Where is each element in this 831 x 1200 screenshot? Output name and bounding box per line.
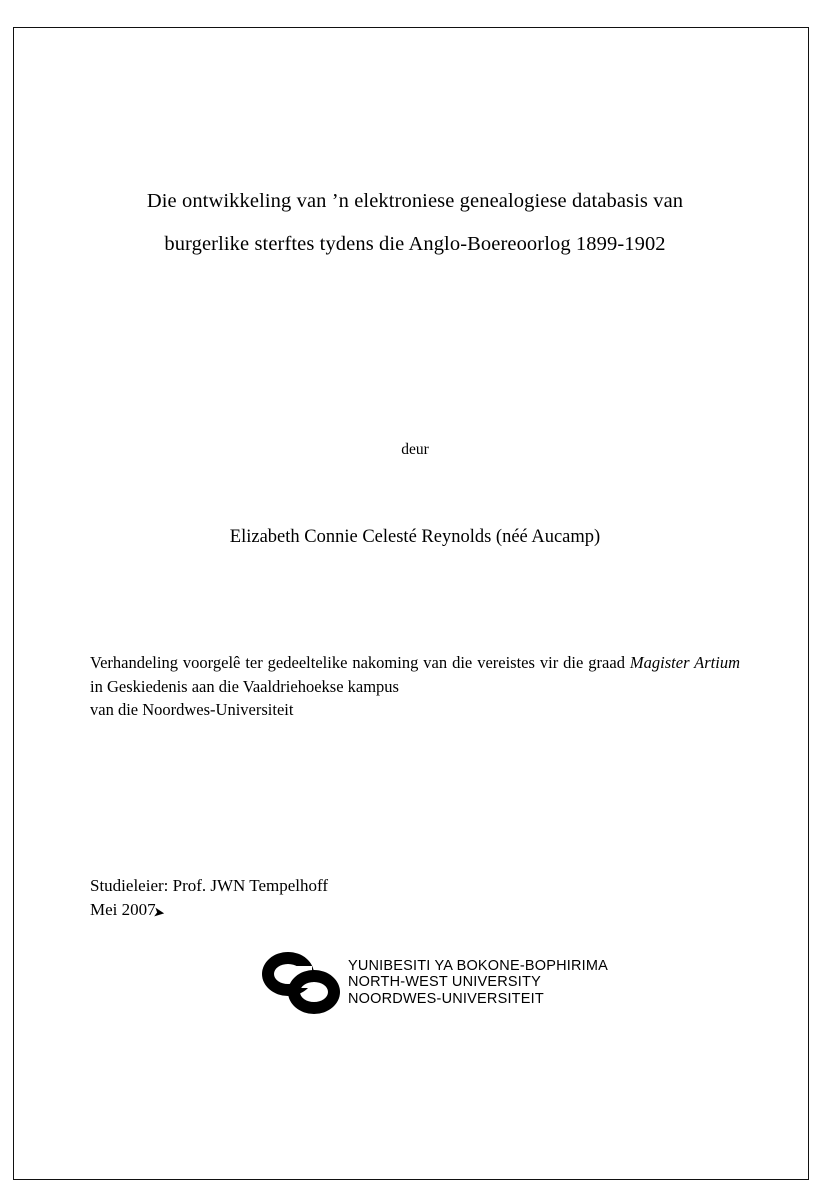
statement-part-2: in Geskiedenis aan die Vaaldriehoekse kampus <box>90 676 399 696</box>
page-title <box>90 180 740 266</box>
degree-statement <box>90 651 740 722</box>
degree-name: Magister Artium <box>629 653 740 672</box>
title-line-2: burgerlike sterftes tydens die Anglo-Boereoorlog 1899-1902 <box>164 233 666 255</box>
statement-part-1: Verhandeling voorgelê ter gedeeltelike nakoming van die vereistes vir die graad <box>90 653 630 672</box>
logo-text-line-1: YUNIBESITI YA BOKONE-BOPHIRIMA <box>347 957 609 974</box>
author-name: Elizabeth Connie Celesté Reynolds (néé Aucamp) <box>229 527 601 547</box>
university-logo <box>90 952 740 1014</box>
nwu-logo-icon <box>262 952 340 1014</box>
date-line <box>90 898 166 922</box>
logo-text-line-2: NORTH-WEST UNIVERSITY <box>347 974 541 991</box>
logo-ring-right <box>288 970 340 1014</box>
title-line-1: Die ontwikkeling van ’n elektroniese genealogiese databasis van <box>146 190 684 212</box>
statement-part-3: van die Noordwes-Universiteit <box>90 700 294 719</box>
by-label: deur <box>401 441 429 458</box>
title-page-content <box>90 180 740 1014</box>
logo-text-line-3: NOORDWES-UNIVERSITEIT <box>347 990 544 1007</box>
date-text: Mei 2007 <box>90 899 156 919</box>
supervisor-line: Studieleier: Prof. JWN Tempelhoff <box>90 875 329 895</box>
logo-text <box>348 958 608 1008</box>
pen-mark-icon: ➤ <box>151 904 166 922</box>
supervisor-block <box>90 874 740 922</box>
